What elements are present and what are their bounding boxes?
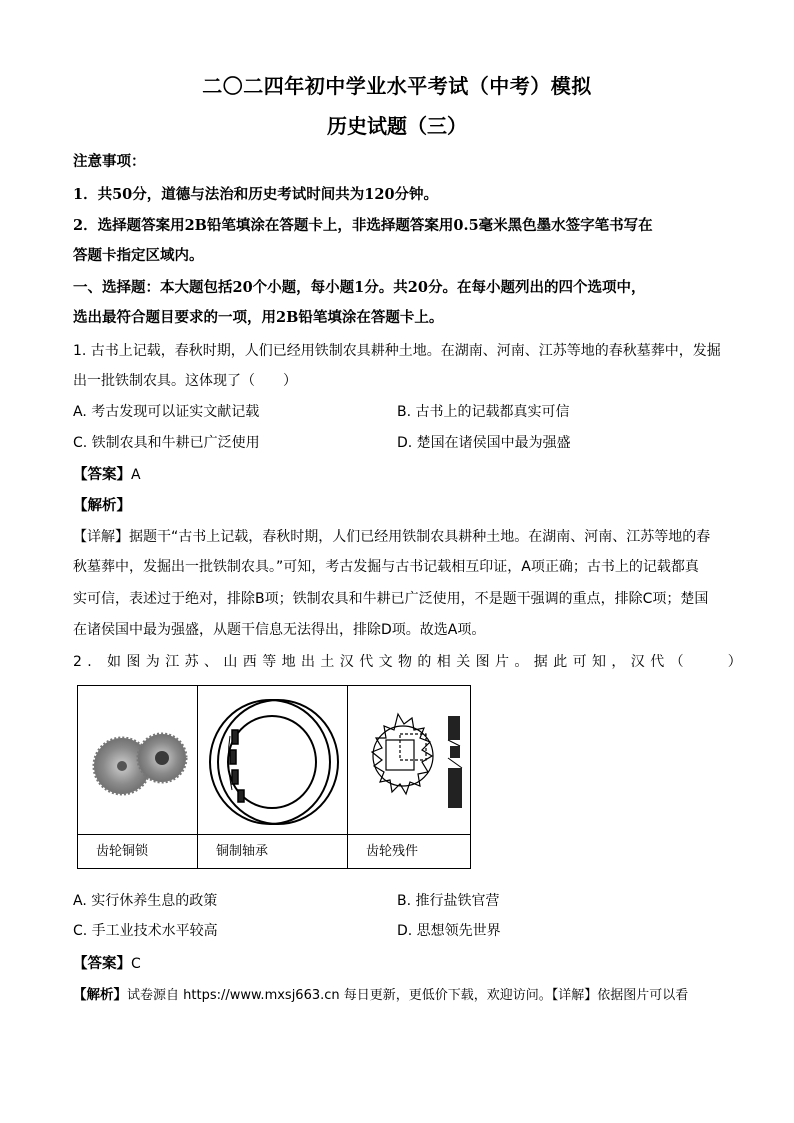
q1-detail-line-1: 【详解】据题干“古书上记载，春秋时期，人们已经用铁制农具耕种土地。在湖南、河南、江苏等地的春 [73, 529, 711, 545]
q2-option-a: A. 实行休养生息的政策 [73, 893, 218, 909]
figure-cell-copper-bearing [198, 686, 348, 868]
q2-answer-value: C [131, 956, 141, 972]
q2-analysis-text: 试卷源自 https://www.mxsj663.cn 每日更新，更低价下载，欢迎访问。【详解】依据图片可以看 [127, 988, 689, 1003]
q2-answer [73, 952, 723, 973]
q1-detail-line-2: 秋墓葬中，发掘出一批铁制农具。”可知，考古发掘与古书记载相互印证，A项正确；古书上的记载都真 [73, 559, 699, 575]
q1-stem-line-1: 1. 古书上记载，春秋时期，人们已经用铁制农具耕种土地。在湖南、河南、江苏等地的春秋墓葬中，发掘 [73, 343, 721, 359]
exam-subtitle: 历史试题（三） [327, 114, 467, 138]
notes-item-2-line-2: 答题卡指定区域内。 [73, 247, 204, 264]
section-heading-line-1: 一、选择题：本大题包括20个小题，每小题1分。共20分。在每小题列出的四个选项中， [73, 279, 646, 296]
caption-gear-lock: 齿轮铜锁 [78, 834, 197, 868]
exam-title: 二〇二四年初中学业水平考试（中考）模拟 [202, 74, 592, 98]
q1-detail-line-4: 在诸侯国中最为强盛，从题干信息无法得出，排除D项。故选A项。 [73, 622, 486, 638]
q2-option-d: D. 思想领先世界 [397, 923, 501, 939]
q1-option-b: B. 古书上的记载都真实可信 [397, 404, 570, 420]
notes-item-2-line-1: 2．选择题答案用2B铅笔填涂在答题卡上，非选择题答案用0.5毫米黑色墨水签字笔书写在 [73, 217, 653, 234]
q2-analysis-label: 【解析】 [73, 987, 127, 1003]
q1-stem-line-2: 出一批铁制农具。这体现了（ ） [73, 373, 297, 389]
q2-option-c: C. 手工业技术水平较高 [73, 923, 218, 939]
notes-item-1: 1．共50分，道德与法治和历史考试时间共为120分钟。 [73, 186, 439, 203]
q1-answer-value: A [131, 467, 141, 483]
gear-fragment-image [348, 686, 470, 834]
q2-analysis [73, 983, 723, 1003]
q1-option-a: A. 考古发现可以证实文献记载 [73, 404, 260, 420]
caption-gear-fragment: 齿轮残件 [348, 834, 470, 868]
q1-option-c: C. 铁制农具和牛耕已广泛使用 [73, 435, 260, 451]
q1-option-d: D. 楚国在诸侯国中最为强盛 [397, 435, 571, 451]
q1-detail-line-3: 实可信，表述过于绝对，排除B项；铁制农具和牛耕已广泛使用，不是题干强调的重点，排除C项；楚国 [73, 591, 709, 607]
q1-answer-label: 【答案】 [73, 466, 131, 483]
q1-answer [73, 463, 723, 484]
q2-option-b: B. 推行盐铁官营 [397, 893, 500, 909]
q2-answer-label: 【答案】 [73, 955, 131, 972]
figure-cell-gear-fragment [348, 686, 470, 868]
q1-analysis-label: 【解析】 [73, 497, 131, 514]
q2-figure [77, 685, 471, 869]
gear-lock-image [78, 686, 198, 834]
copper-bearing-image [198, 686, 348, 834]
notes-heading: 注意事项： [73, 153, 146, 170]
q2-stem: 2. 如图为江苏、山西等地出土汉代文物的相关图片。据此可知，汉代（ ） [73, 654, 748, 670]
section-heading-line-2: 选出最符合题目要求的一项，用2B铅笔填涂在答题卡上。 [73, 309, 444, 326]
figure-cell-gear-lock [78, 686, 198, 868]
caption-copper-bearing: 铜制轴承 [198, 834, 347, 868]
